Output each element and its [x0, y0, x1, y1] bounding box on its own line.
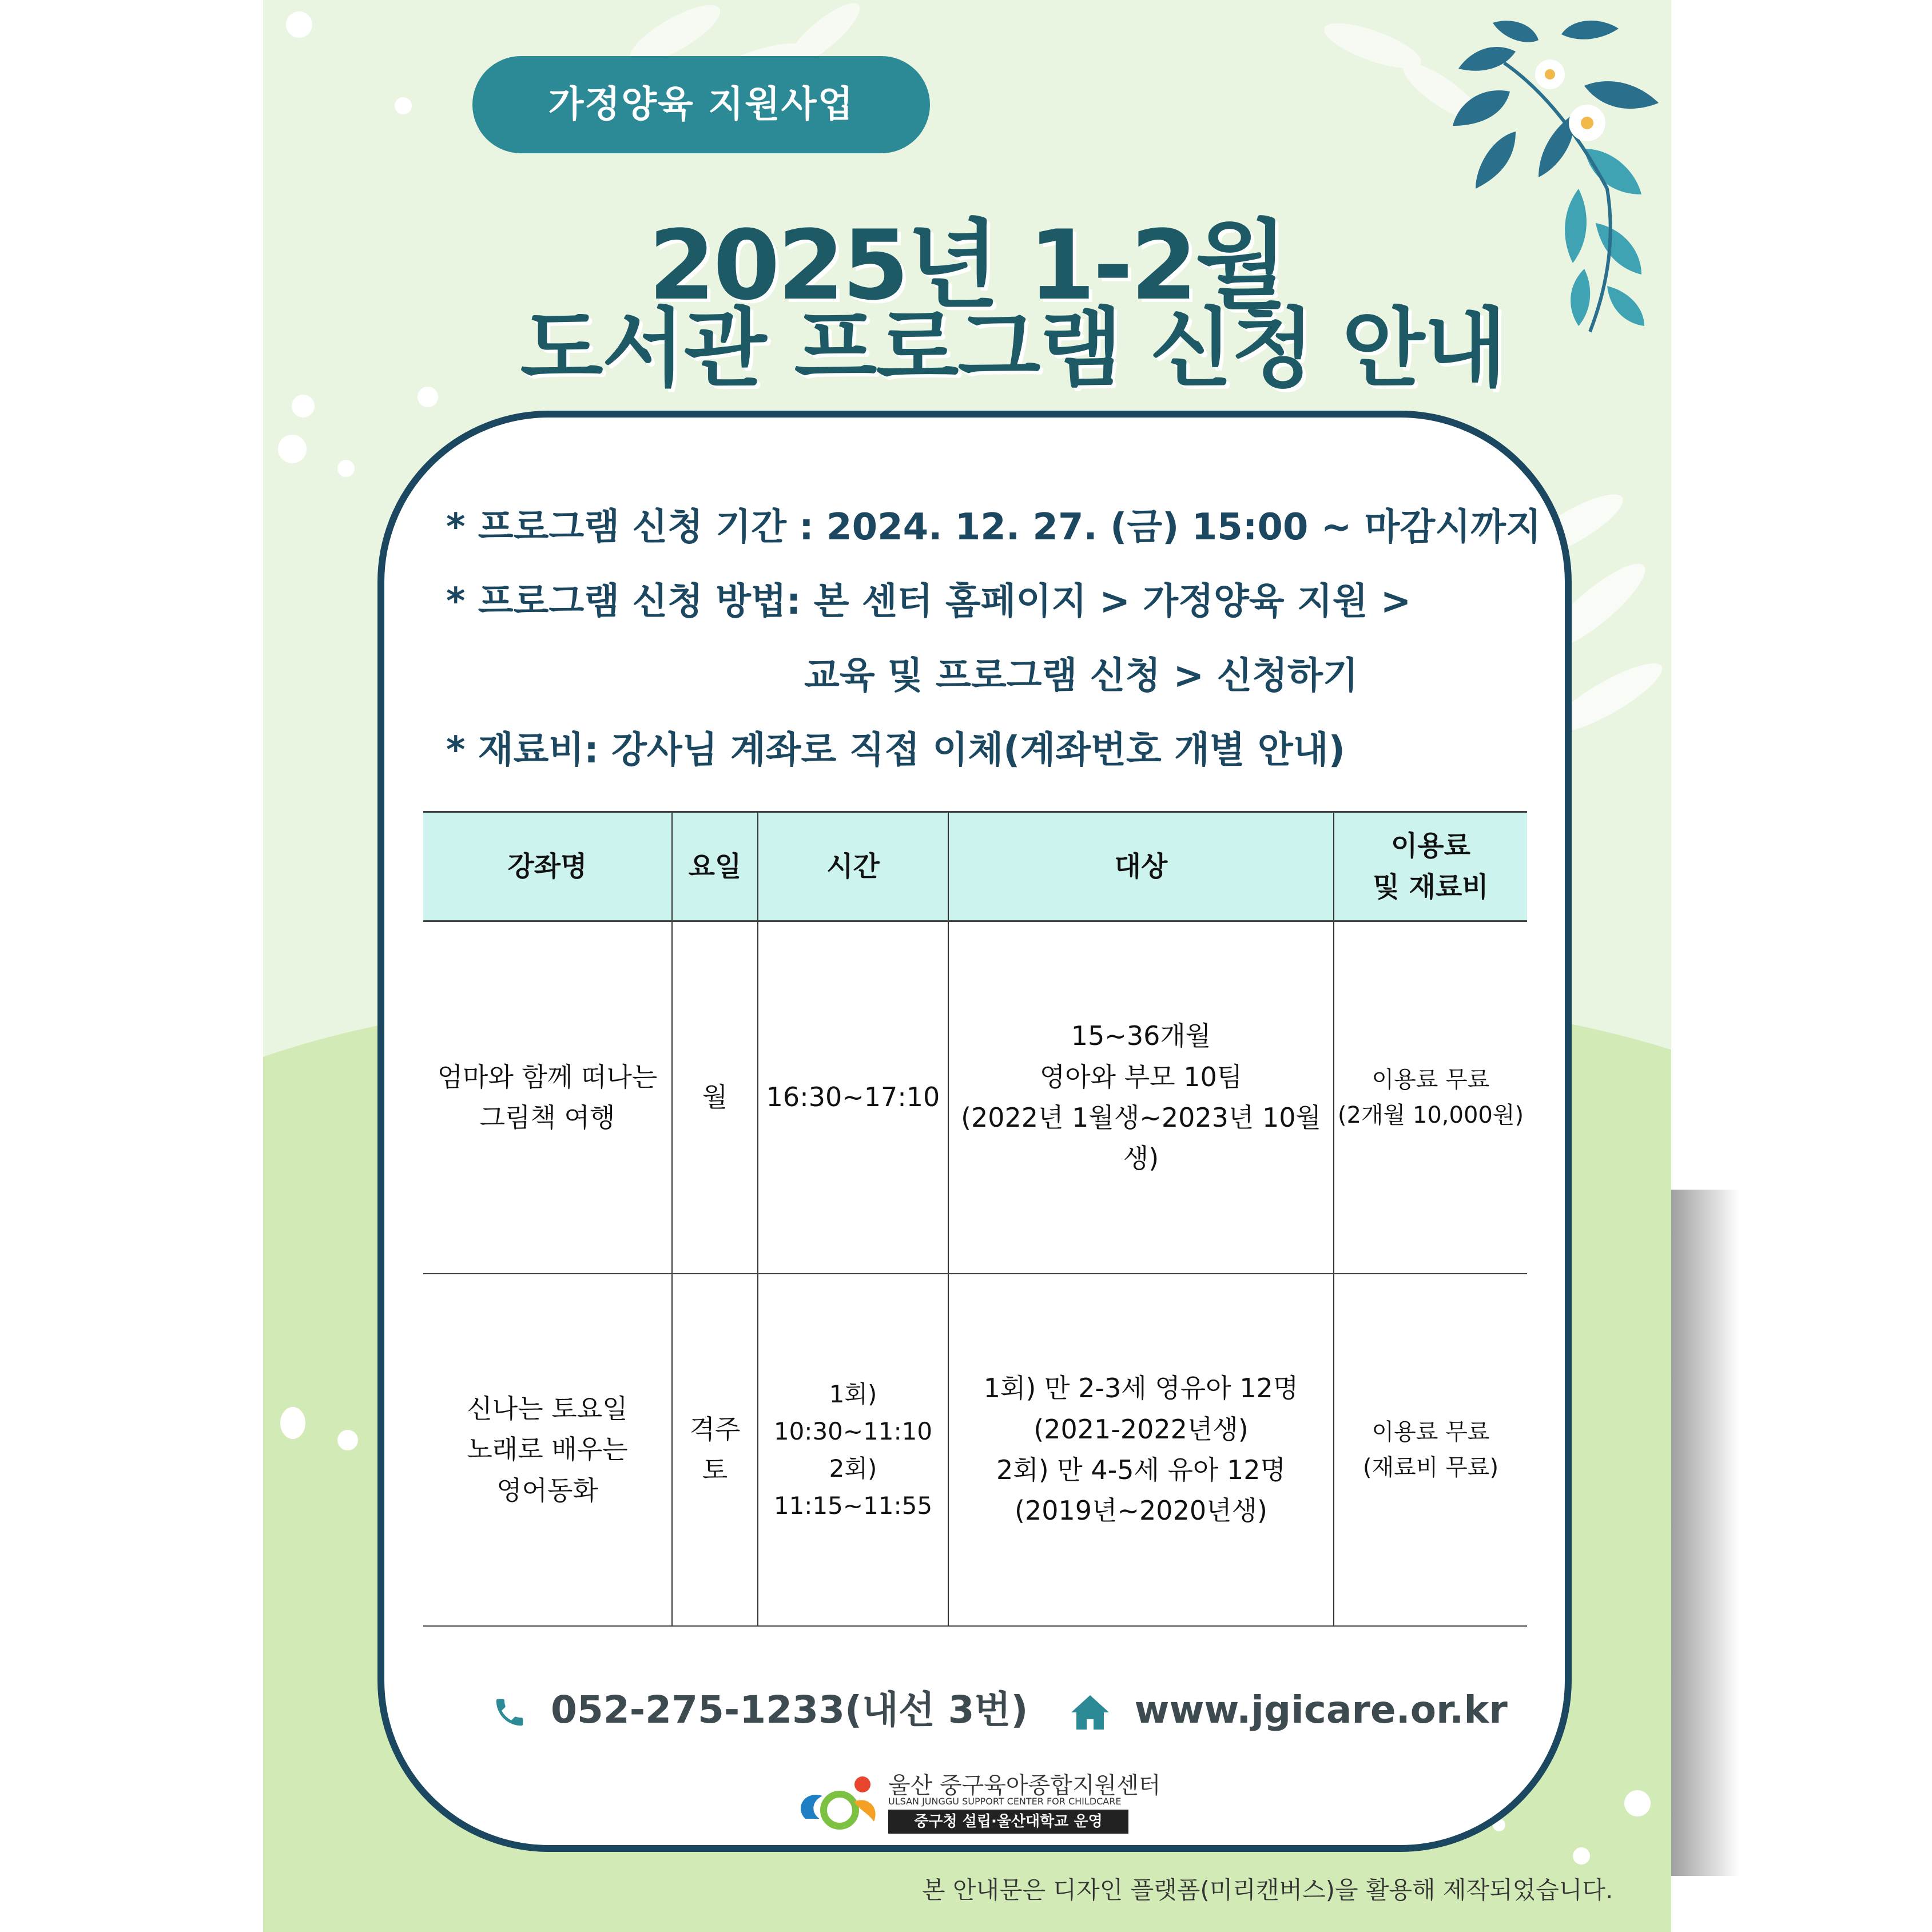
footer-note: 본 안내문은 디자인 플랫폼(미리캔버스)을 활용해 제작되었습니다. — [922, 1876, 1613, 1904]
course-time-line: 16:30~17:10 — [766, 1082, 940, 1113]
course-fee-line: (재료비 무료) — [1362, 1454, 1499, 1481]
course-time — [758, 1274, 948, 1626]
info-method-line1: * 프로그램 신청 방법: 본 센터 홈페이지 > 가정양육 지원 > — [446, 581, 1412, 623]
course-day-line: 월 — [702, 1082, 728, 1113]
page-title-line1: 2025년 1-2월 — [648, 209, 1286, 321]
decor-dot — [1573, 1847, 1590, 1865]
card-shadow — [1671, 1190, 1740, 1876]
course-fee — [1334, 1274, 1527, 1626]
home-icon — [1070, 1694, 1111, 1731]
course-name-line: 신나는 토요일 — [467, 1393, 628, 1425]
course-fee-line: (2개월 10,000원) — [1337, 1102, 1524, 1128]
header-fee-line1: 이용료 — [1390, 830, 1471, 862]
course-target-line: (2019년~2020년생) — [1015, 1495, 1267, 1526]
decor-dot — [337, 1430, 358, 1450]
program-badge: 가정양육 지원사업 — [472, 56, 930, 153]
course-target-line: (2022년 1월생~2023년 10월생) — [961, 1102, 1321, 1174]
header-fee-line2: 및 재료비 — [1373, 871, 1489, 903]
course-target — [948, 1274, 1334, 1626]
schedule-table — [423, 811, 1527, 1627]
course-fee-line: 이용료 무료 — [1372, 1419, 1490, 1445]
course-name — [423, 1274, 672, 1626]
phone-icon — [492, 1695, 527, 1730]
table-row — [423, 1274, 1527, 1626]
course-fee-line: 이용료 무료 — [1372, 1067, 1490, 1093]
decor-dot — [337, 460, 355, 477]
decor-dot — [1624, 1790, 1651, 1816]
course-name-line: 영어동화 — [496, 1474, 598, 1506]
decor-dot — [280, 1407, 305, 1439]
phone-number[interactable]: 052-275-1233(내선 3번) — [550, 1688, 1028, 1732]
center-name-ko: 울산 중구육아종합지원센터 — [888, 1772, 1161, 1799]
contact-bar — [492, 1679, 1508, 1734]
course-fee — [1334, 921, 1527, 1274]
course-target-line: 1회) 만 2-3세 영유아 12명 — [983, 1373, 1299, 1404]
course-target — [948, 921, 1334, 1274]
course-name-line: 그림책 여행 — [479, 1102, 615, 1133]
decor-dot — [278, 435, 307, 463]
decor-dot — [286, 11, 312, 38]
header-fee — [1334, 812, 1527, 921]
table-row — [423, 921, 1527, 1274]
course-target-line: (2021-2022년생) — [1033, 1413, 1249, 1445]
decor-dot — [395, 97, 412, 114]
center-operator: 중구청 설립·울산대학교 운영 — [888, 1810, 1128, 1834]
header-time: 시간 — [758, 812, 948, 921]
course-name-line: 엄마와 함께 떠나는 — [437, 1061, 658, 1092]
course-time — [758, 921, 948, 1274]
header-day: 요일 — [672, 812, 758, 921]
info-fee: * 재료비: 강사님 계좌로 직접 이체(계좌번호 개별 안내) — [446, 729, 1345, 772]
course-name-line: 노래로 배우는 — [467, 1434, 628, 1465]
course-target-line: 영아와 부모 10팀 — [1039, 1061, 1243, 1092]
website-link[interactable]: www.jgicare.or.kr — [1134, 1688, 1508, 1732]
info-method-line2: 교육 및 프로그램 신청 > 신청하기 — [804, 655, 1358, 697]
info-period: * 프로그램 신청 기간 : 2024. 12. 27. (금) 15:00 ~ 마감시까지 — [446, 506, 1541, 548]
table-header-row — [423, 812, 1527, 921]
course-time-line: 2회) 11:15~11:55 — [773, 1454, 933, 1520]
header-course: 강좌명 — [423, 812, 672, 921]
course-day-line: 토 — [702, 1454, 728, 1485]
course-day — [672, 921, 758, 1274]
page-title-line2: 도서관 프로그램 신청 안내 — [520, 299, 1506, 399]
center-name-en: ULSAN JUNGGU SUPPORT CENTER FOR CHILDCARE — [888, 1796, 1122, 1807]
center-logo-icon — [794, 1767, 885, 1836]
course-target-line: 2회) 만 4-5세 유아 12명 — [996, 1454, 1286, 1485]
course-day — [672, 1274, 758, 1626]
header-target: 대상 — [948, 812, 1334, 921]
course-day-line: 격주 — [689, 1413, 741, 1445]
course-time-line: 1회) 10:30~11:10 — [773, 1380, 933, 1445]
course-name — [423, 921, 672, 1274]
course-target-line: 15~36개월 — [1071, 1020, 1211, 1052]
